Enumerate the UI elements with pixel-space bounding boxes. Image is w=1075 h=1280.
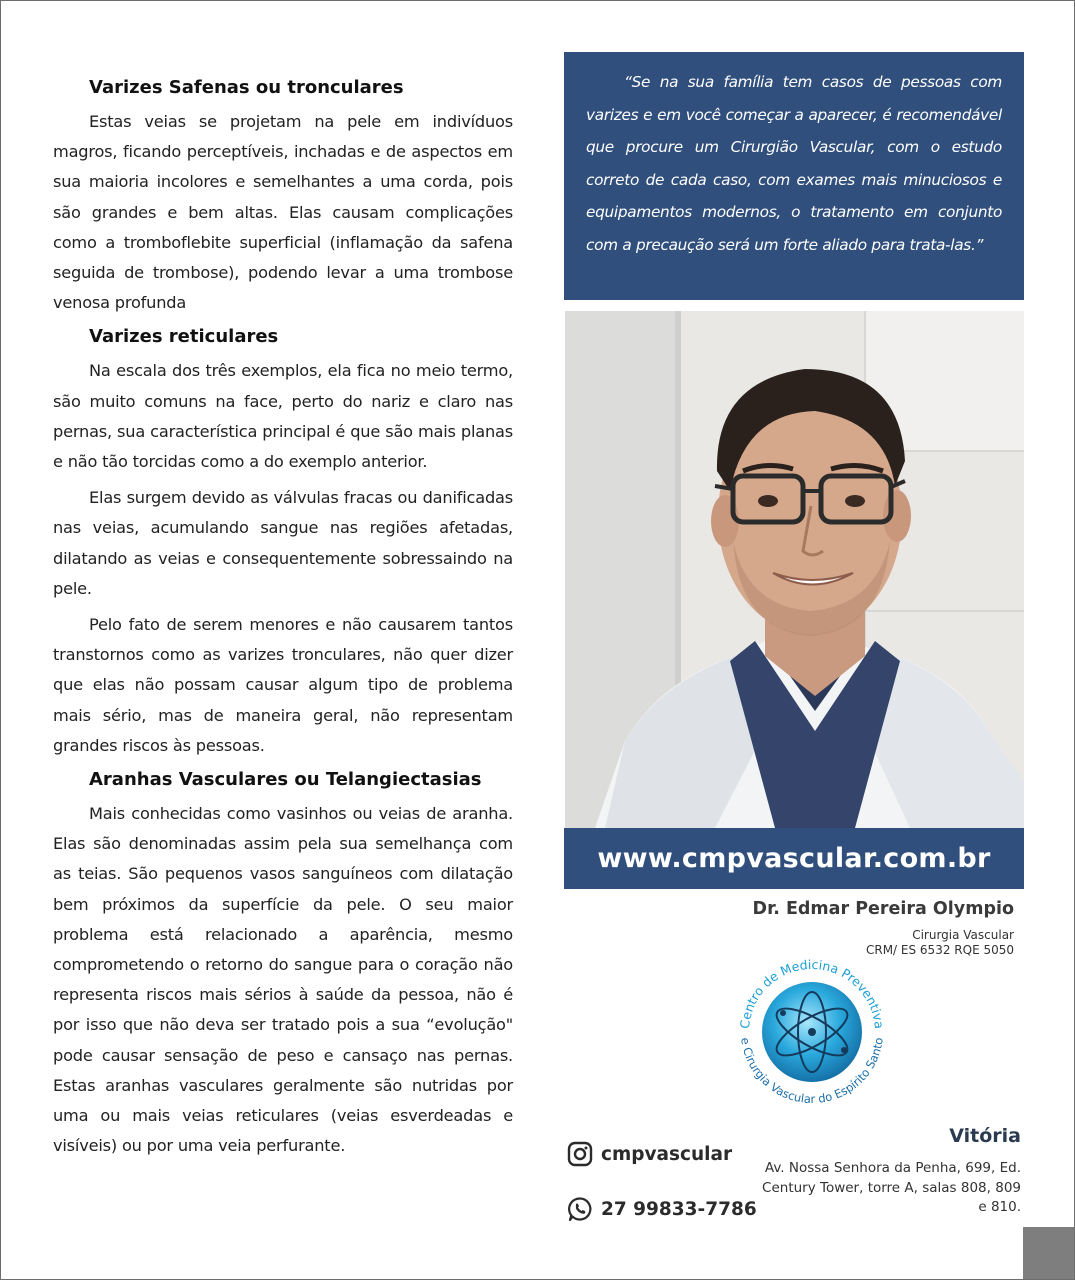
doctor-registration: CRM/ ES 6532 RQE 5050 (865, 943, 1014, 957)
paragraph: Na escala dos três exemplos, ela fica no meio termo, são muito comuns na face, perto do nariz e claro nas pernas, sua característica principal é que são mais planas e não tão torcidas como a do exemplo anterior. (53, 361, 513, 472)
whatsapp-contact[interactable] (567, 1196, 757, 1222)
section-safenas (53, 75, 513, 318)
website-link[interactable]: www.cmpvascular.com.br (564, 828, 1024, 889)
section-heading: Varizes Safenas ou tronculares (89, 77, 404, 98)
quote-text: “Se na sua família tem casos de pessoas com varizes e em você começar a aparecer, é recomendável que procure um Cirurgião Vascular, com o estudo correto de cada caso, com exames mais minuciosos e equipamentos modernos, o tratamento em conjunto com a precaução será um forte aliado para trata-las.” (586, 73, 1002, 254)
paragraph: Pelo fato de serem menores e não causarem tantos transtornos como as varizes tronculares, não quer dizer que elas não possam causar algum tipo de problema mais sério, mas de maneira geral, não representam grandes riscos às pessoas. (53, 615, 513, 755)
instagram-contact[interactable] (567, 1141, 732, 1167)
quote-box (564, 52, 1024, 300)
whatsapp-icon (567, 1196, 593, 1222)
whatsapp-number: 27 99833-7786 (601, 1198, 757, 1220)
instagram-icon (567, 1141, 593, 1167)
section-heading: Aranhas Vasculares ou Telangiectasias (89, 769, 482, 791)
instagram-handle: cmpvascular (601, 1143, 733, 1165)
paragraph: Estas veias se projetam na pele em indivíduos magros, ficando perceptíveis, inchadas e de aspectos em sua maioria incolores e semelhantes a uma corda, pois são grandes e bem altas. Elas causam complicações como a tromboflebite superficial (inflamação da safena seguida de trombose), podendo levar a uma trombose venosa profunda (53, 112, 513, 313)
logo-text-top: Centro de Medicina Preventiva (736, 956, 887, 1030)
city-name: Vitória (949, 1125, 1021, 1147)
doctor-name: Dr. Edmar Pereira Olympio (752, 899, 1014, 919)
address: Av. Nossa Senhora da Penha, 699, Ed. Century Tower, torre A, salas 808, 809 e 810. (762, 1160, 1021, 1215)
doctor-photo (565, 311, 1024, 828)
doctor-specialty: Cirurgia Vascular (912, 928, 1014, 942)
section-reticulares (53, 324, 513, 761)
paragraph: Elas surgem devido as válvulas fracas ou danificadas nas veias, acumulando sangue nas regiões afetadas, dilatando as veias e consequentemente sobressaindo na pele. (53, 488, 513, 598)
corner-block (1023, 1227, 1074, 1279)
clinic-logo (727, 947, 897, 1117)
section-telangiectasias (53, 767, 513, 1161)
article (53, 75, 513, 1168)
section-heading: Varizes reticulares (89, 326, 279, 348)
paragraph: Mais conhecidas como vasinhos ou veias de aranha. Elas são denominadas assim pela sua semelhança com as teias. São pequenos vasos sanguíneos com dilatação bem próximos da superfície da pele. O seu maior problema está relacionado a aparência, mesmo comprometendo o retorno do sangue para o coração não representa riscos mais sérios à saúde da pessoa, não é por isso que não deva ser tratado pois a sua “evolução" pode causar sensação de peso e cansaço nas pernas. Estas aranhas vasculares geralmente são nutridas por uma ou mais veias reticulares (veias esverdeadas e visíveis) ou por uma veia perfurante. (53, 804, 513, 1156)
logo-text-bottom: e Cirurgia Vascular do Espírito Santo (738, 1036, 886, 1107)
